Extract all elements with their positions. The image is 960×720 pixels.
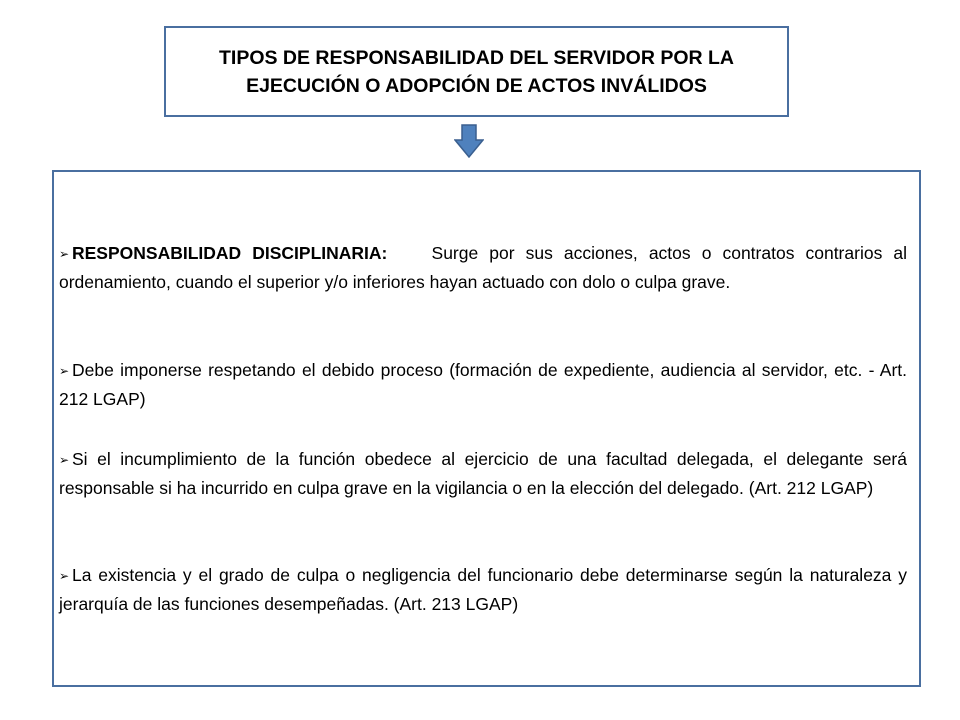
bullet-item (59, 562, 907, 618)
down-arrow-icon (454, 124, 484, 158)
bullet-item (59, 240, 907, 296)
bullet-text: La existencia y el grado de culpa o negligencia del funcionario debe determinarse según la naturaleza y jerarquía de las funciones desempeñadas. (Art. 213 LGAP) (59, 565, 907, 614)
bullet-item (59, 446, 907, 502)
title (177, 44, 777, 100)
bullet-text: Debe imponerse respetando el debido proceso (formación de expediente, audiencia al servidor, etc. - Art. 212 LGAP) (59, 360, 907, 409)
arrowhead-bullet-icon: ➢ (59, 453, 70, 467)
bullet-text: Si el incumplimiento de la función obedece al ejercicio de una facultad delegada, el delegante será responsable si ha incurrido en culpa grave en la vigilancia o en la elección del delegado. (Art. 212 LGAP) (59, 449, 907, 498)
arrowhead-bullet-icon: ➢ (59, 569, 70, 583)
title-line-1: TIPOS DE RESPONSABILIDAD DEL SERVIDOR POR LA (218, 46, 735, 69)
arrowhead-bullet-icon: ➢ (59, 247, 70, 261)
title-line-2: EJECUCIÓN O ADOPCIÓN DE ACTOS INVÁLIDOS (246, 74, 707, 97)
bullet-item (59, 357, 907, 413)
bullet-text: Surge por sus acciones, actos o contratos contrarios al ordenamiento, cuando el superior y/o inferiores hayan actuado con dolo o culpa grave. (59, 243, 907, 292)
arrowhead-bullet-icon: ➢ (59, 364, 70, 378)
title-box (164, 26, 789, 117)
bullet-lead: RESPONSABILIDAD DISCIPLINARIA: (72, 243, 388, 263)
